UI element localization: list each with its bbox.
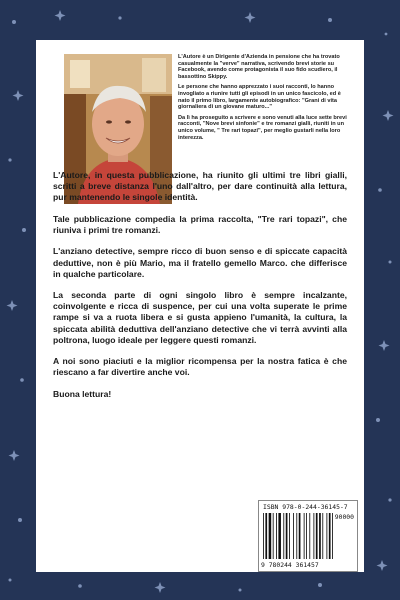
description-paragraph: Tale pubblicazione compedia la prima raccolta, "Tre rari topazi", che riuniva i primi tre romanzi. <box>53 213 347 235</box>
star-icon <box>55 10 66 21</box>
star-icon <box>377 560 388 571</box>
star-icon <box>118 16 121 19</box>
description-paragraph: La seconda parte di ogni singolo libro è sempre incalzante, coinvolgente e ricca di suspence, per cui una volta superate le prime rampe si va a ruota libera e si gusta appieno l'umanità, la cultura, la spiccata abilità deduttiva dell'anziano detective che vi terrà avvinti alla poltrona, luogo ideale per leggere questi romanzi. <box>53 290 347 345</box>
star-icon <box>20 378 24 382</box>
description-paragraph: L'Autore, in questa pubblicazione, ha riunito gli ultimi tre libri gialli, scritti a breve distanza l'uno dall'altro, per dare continuità alla lettura, pur mantenendo le singole identità. <box>53 170 347 203</box>
star-icon <box>239 589 242 592</box>
star-icon <box>245 12 256 23</box>
star-icon <box>155 582 166 593</box>
star-icon <box>22 228 26 232</box>
bio-paragraph: L'Autore è un Dirigente d'Azienda in pensione che ha trovato casualmente la "verve" narrativa, scrivendo brevi storie su Facebook, avendo come protagonista il suo fido scudiero, il bassottino Skippy. <box>178 54 340 80</box>
star-icon <box>379 340 390 351</box>
star-icon <box>388 498 391 501</box>
star-icon <box>383 110 394 121</box>
back-cover-panel <box>36 40 364 572</box>
star-icon <box>78 584 82 588</box>
star-icon <box>389 261 392 264</box>
star-icon <box>12 20 16 24</box>
ean-digits: 9 780244 361457 <box>261 561 319 569</box>
barcode-bars <box>263 513 337 559</box>
isbn-label: ISBN 978-0-244-36145-7 <box>263 503 348 511</box>
star-icon <box>318 583 322 587</box>
isbn-barcode <box>258 500 358 572</box>
star-icon <box>9 450 20 461</box>
star-icon <box>8 158 11 161</box>
bio-paragraph: Da lì ha proseguito a scrivere e sono venuti alla luce sette brevi racconti, "Nove brevi sinfonie" e tre romanzi gialli, riuniti in un unico volume, " Tre rari topazi", per meglio gustarli nella loro interezza. <box>178 114 347 141</box>
description-paragraph: A noi sono piaciuti e la miglior ricompensa per la nostra fatica è che riescano a far divertire anche voi. <box>53 356 347 378</box>
description-paragraph: L'anziano detective, sempre ricco di buon senso e di spiccate capacità deduttive, non è più Mario, ma il fratello gemello Marco. che differisce in qualche particolare. <box>53 246 347 279</box>
closing-line: Buona lettura! <box>53 388 112 399</box>
star-icon <box>7 300 18 311</box>
star-icon <box>378 188 382 192</box>
price-code: 90000 <box>334 513 354 521</box>
bio-paragraph: Le persone che hanno apprezzato i suoi racconti, lo hanno invogliato a riunire tutti gli episodi in un unico fascicolo, ed è nato il primo libro, largamente autobiografico: "Grani di vita giornaliera di un giovane maturo..." <box>178 84 341 111</box>
star-icon <box>385 33 388 36</box>
star-icon <box>9 579 12 582</box>
star-icon <box>13 90 24 101</box>
star-icon <box>18 518 22 522</box>
author-bio <box>178 54 350 145</box>
star-icon <box>328 18 332 22</box>
book-description <box>53 170 347 411</box>
star-icon <box>376 418 380 422</box>
